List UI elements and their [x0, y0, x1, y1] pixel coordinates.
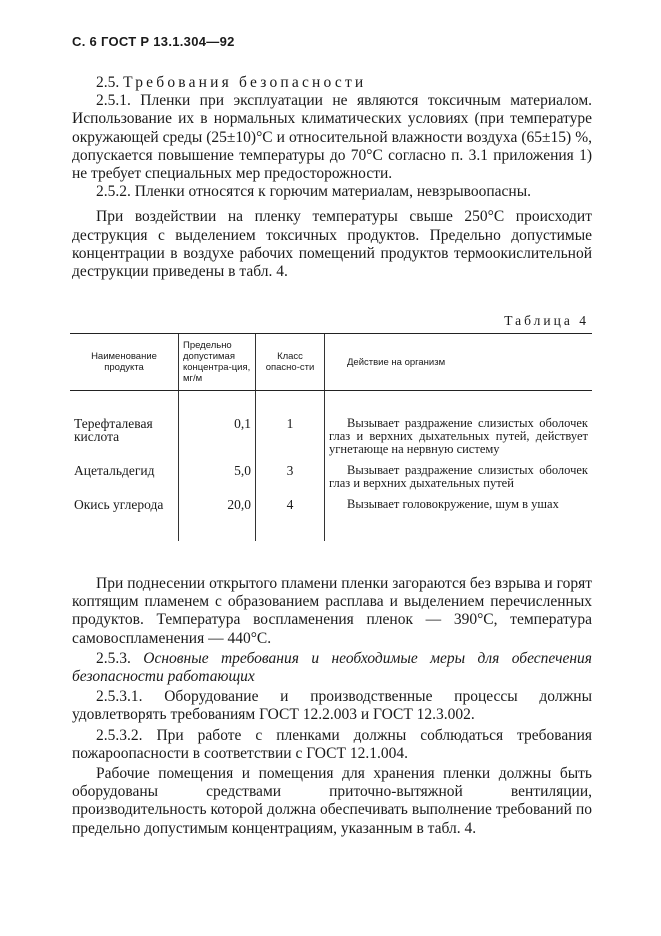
paragraph-decomposition: При воздействии на пленку температуры свыше 250°С происходит деструкция с выделением токсичных продуктов. Предельно допустимые концентрации в воздухе рабочих помещений продуктов термоокислительной деструкции приведены в табл. 4.	[72, 208, 592, 281]
cell-product: Окись углерода	[74, 497, 164, 512]
table-row	[70, 490, 592, 541]
paragraph-ventilation: Рабочие помещения и помещения для хранения пленки должны быть оборудованы средствами приточно-вытяжной вентиляции, производительность которой должна обеспечивать выполнение требований по предельно допустимым концентрациям, указанным в табл. 4.	[72, 765, 592, 837]
cell-product: Терефталевая кислота	[74, 416, 153, 444]
cell-pdk: 5,0	[179, 456, 256, 490]
table-row	[70, 391, 592, 457]
paragraph-2-5-2: 2.5.2. Пленки относятся к горючим материалам, невзрывоопасны.	[96, 183, 531, 201]
table-row	[70, 456, 592, 490]
paragraph-2-5-3-title: Основные требования и необходимые меры для обеспечения безопасности работающих	[72, 649, 592, 686]
paragraph-2-5-3-2: 2.5.3.2. При работе с пленками должны соблюдаться требования пожароопасности в соответствии с ГОСТ 12.1.004.	[72, 726, 592, 762]
table-caption: Таблица 4	[504, 313, 589, 328]
section-after-table	[72, 575, 592, 838]
paragraph-2-5-3-1: 2.5.3.1. Оборудование и производственные процессы должны удовлетворять требованиям ГОСТ 12.2.003 и ГОСТ 12.3.002.	[72, 688, 592, 724]
cell-class: 1	[256, 391, 325, 457]
section-2-5	[72, 74, 592, 281]
table-4	[70, 333, 592, 541]
paragraph-2-5-3	[72, 650, 592, 686]
paragraph-2-5-3-number: 2.5.3.	[96, 649, 131, 667]
cell-effect: Вызывает головокружение, шум в ушах	[325, 490, 593, 541]
page-header: С. 6 ГОСТ Р 13.1.304—92	[72, 34, 235, 49]
cell-pdk: 20,0	[179, 490, 256, 541]
section-title	[72, 74, 592, 92]
header-pdk: Предельно допустимая концентра-ция, мг/м	[179, 334, 256, 391]
table-header-row	[70, 334, 592, 391]
paragraph-ignition: При поднесении открытого пламени пленки загораются без взрыва и горят коптящим пламенем с образованием расплава и выделением перечисленных продуктов. Температура воспламенения пленок — 390°С, температура самовоспламенения — 440°С.	[72, 575, 592, 647]
header-effect: Действие на организм	[325, 334, 593, 391]
paragraph-2-5-1: 2.5.1. Пленки при эксплуатации не являются токсичным материалом. Использование их в нормальных климатических условиях (при температуре окружающей среды (25±10)°С и относительной влажности воздуха (65±15) %, допускается повышение температуры до 70°С согласно п. 3.1 приложения 1) не требует специальных мер предосторожности.	[72, 92, 592, 183]
header-class: Класс опасно-сти	[256, 334, 325, 391]
cell-effect: Вызывает раздражение слизистых оболочек глаз и верхних дыхательных путей, действует угнетающе на нервную систему	[325, 391, 593, 457]
cell-product: Ацетальдегид	[74, 463, 155, 478]
cell-effect: Вызывает раздражение слизистых оболочек глаз и верхних дыхательных путей	[325, 456, 593, 490]
section-title-text: Требования безопасности	[123, 74, 367, 91]
section-number: 2.5.	[96, 74, 120, 91]
cell-class: 3	[256, 456, 325, 490]
cell-pdk: 0,1	[179, 391, 256, 457]
header-product: Наименование продукта	[70, 334, 179, 391]
cell-class: 4	[256, 490, 325, 541]
